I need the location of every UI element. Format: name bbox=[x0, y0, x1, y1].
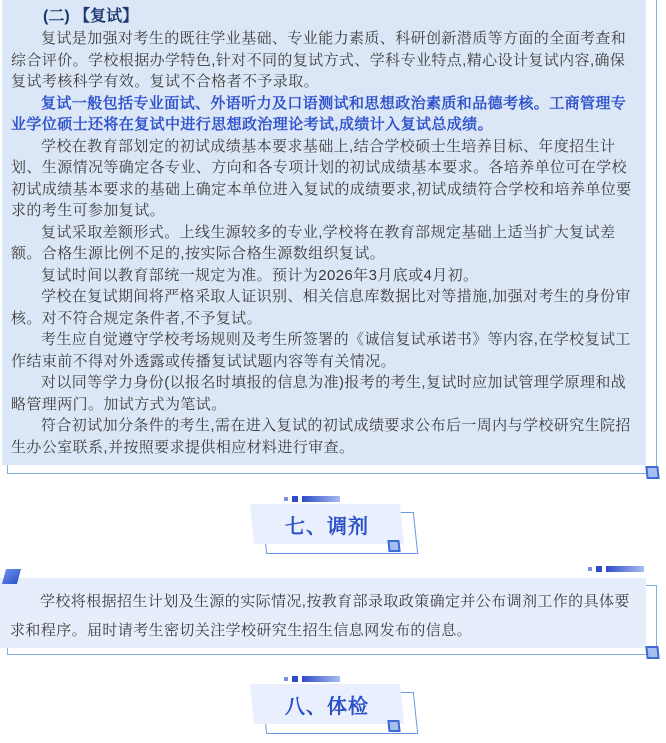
deco-bar-icon bbox=[302, 496, 340, 502]
fushi-section-title: (二) 【复试】 bbox=[43, 8, 139, 25]
fushi-paragraph: 复试时间以教育部统一规定为准。预计为2026年3月底或4月初。 bbox=[41, 266, 479, 284]
fushi-paragraph: 对以同等学力身份(以报名时填报的信息为准)报考的考生,复试时应加试管理学原理和战略管理两门。加试方式为笔试。 bbox=[11, 374, 627, 413]
fushi-paragraph: 学校在教育部划定的初试成绩基本要求基础上,结合学校硕士生培养目标、年度招生计划、生源情况等确定各专业、方向和各专项计划的初试成绩基本要求。各培养单位可在学校初试成绩基本要求的基础上确定本单位进入复试的成绩要求,初试成绩符合学校和培养单位要求的考生可参加复试。 bbox=[11, 137, 632, 219]
fushi-paragraph: 学校在复试期间将严格采取人证识别、相关信息库数据比对等措施,加强对考生的身份审核。对不符合规定条件者,不予复试。 bbox=[11, 288, 631, 327]
section-seven-header bbox=[250, 495, 420, 557]
fushi-paragraph: 符合初试加分条件的考生,需在进入复试的初试成绩要求公布后一周内与学校研究生院招生办公室联系,并按照要求提供相应材料进行审查。 bbox=[11, 417, 631, 456]
dash-decoration-icon bbox=[284, 676, 340, 682]
tiaoji-paragraph: 学校将根据招生计划及生源的实际情况,按教育部录取政策确定并公布调剂工作的具体要求和程序。届时请考生密切关注学校研究生招生信息网发布的信息。 bbox=[10, 593, 630, 639]
section-eight-title: 八、体检 bbox=[285, 695, 369, 718]
section-seven-title: 七、调剂 bbox=[285, 515, 369, 538]
dash-decoration-icon bbox=[284, 496, 340, 502]
fushi-panel bbox=[2, 0, 646, 465]
tiaoji-panel bbox=[0, 578, 646, 648]
corner-handle-icon bbox=[645, 466, 659, 479]
deco-bar-icon bbox=[302, 676, 340, 682]
deco-dot-icon bbox=[596, 566, 602, 572]
corner-handle-icon bbox=[645, 646, 659, 659]
fushi-paragraph: 考生应自觉遵守学校考场规则及考生所签署的《诚信复试承诺书》等内容,在学校复试工作结束前不得对外透露或传播复试试题内容等有关情况。 bbox=[11, 331, 631, 370]
fushi-paragraph: 复试是加强对考生的既往学业基础、专业能力素质、科研创新潜质等方面的全面考查和综合评价。学校根据办学特色,针对不同的复试方式、学科专业特点,精心设计复试内容,确保复试考核科学有效。复试不合格者不予录取。 bbox=[11, 30, 627, 90]
corner-handle-icon bbox=[387, 540, 400, 552]
fushi-paragraph-emphasis: 复试一般包括专业面试、外语听力及口语测试和思想政治素质和品德考核。工商管理专业学位硕士还将在复试中进行思想政治理论考试,成绩计入复试总成绩。 bbox=[11, 94, 627, 133]
dash-decoration-icon bbox=[588, 566, 644, 572]
deco-bar-icon bbox=[606, 566, 644, 572]
deco-dot-icon bbox=[292, 496, 298, 502]
corner-handle-icon bbox=[387, 720, 400, 732]
header-pill bbox=[250, 684, 404, 724]
section-eight-header bbox=[250, 675, 420, 737]
deco-dot-icon bbox=[292, 676, 298, 682]
deco-dot-icon bbox=[284, 497, 288, 501]
fushi-paragraph: 复试采取差额形式。上线生源较多的专业,学校将在教育部规定基础上适当扩大复试差额。合格生源比例不足的,按实际合格生源数组织复试。 bbox=[11, 223, 616, 262]
deco-dot-icon bbox=[284, 677, 288, 681]
deco-dot-icon bbox=[588, 567, 592, 571]
header-pill bbox=[250, 504, 404, 544]
